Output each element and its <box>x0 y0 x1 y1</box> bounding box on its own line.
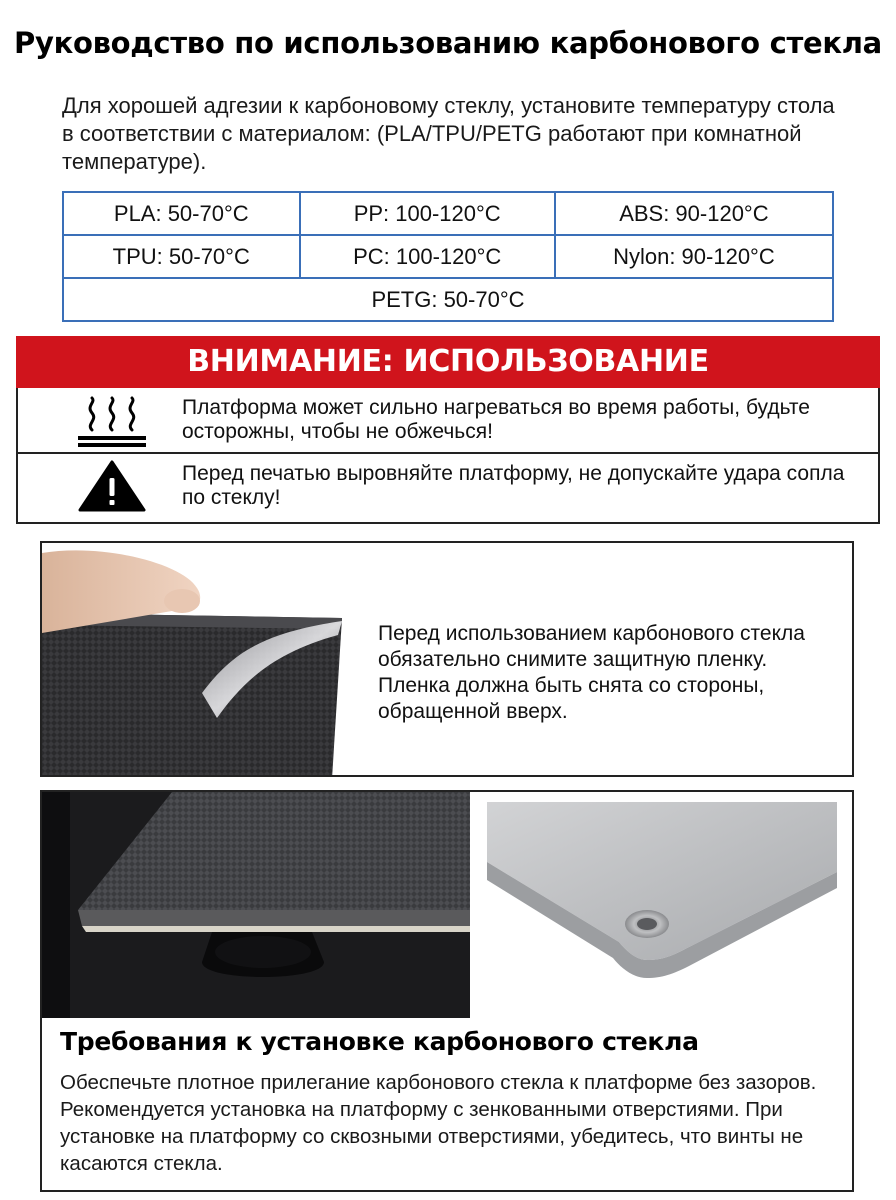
warning-item-level-platform <box>18 454 878 522</box>
film-removal-photo <box>42 543 352 777</box>
table-cell-pla: PLA: 50-70°C <box>63 192 300 235</box>
table-cell-pp: PP: 100-120°C <box>300 192 555 235</box>
table-cell-nylon: Nylon: 90-120°C <box>555 235 833 278</box>
table-cell-pc: PC: 100-120°C <box>300 235 555 278</box>
countersunk-hole-photo <box>487 802 837 1016</box>
warning-item-hot-surface <box>18 388 878 454</box>
installation-panel <box>40 790 854 1192</box>
table-cell-tpu: TPU: 50-70°C <box>63 235 300 278</box>
film-removal-panel <box>40 541 854 777</box>
table-row <box>63 192 833 235</box>
table-row <box>63 235 833 278</box>
warning-header: ВНИМАНИЕ: ИСПОЛЬЗОВАНИЕ <box>16 336 880 388</box>
table-cell-abs: ABS: 90-120°C <box>555 192 833 235</box>
page-title: Руководство по использованию карбонового стекла <box>14 26 882 60</box>
table-cell-petg: PETG: 50-70°C <box>63 278 833 321</box>
hot-surface-icon <box>74 396 150 448</box>
table-row <box>63 278 833 321</box>
warning-text: Платформа может сильно нагреваться во время работы, будьте осторожны, чтобы не обжечься! <box>182 396 810 443</box>
installed-glass-photo <box>42 792 470 1018</box>
install-text: Обеспечьте плотное прилегание карбонового стекла к платформе без зазоров. Рекомендуется установка на платформу с зенкованными отверстиями. При установке на платформу со сквозными отверстиями, убедитесь, что винты не касаются стекла. <box>60 1071 817 1175</box>
temperature-table <box>62 191 834 322</box>
warning-text: Перед печатью выровняйте платформу, не допускайте удара сопла по стеклу! <box>182 462 845 509</box>
intro-text: Для хорошей адгезии к карбоновому стеклу, установите температуру стола в соответствии с материалом: (PLA/TPU/PETG работают при комнатной температуре). <box>62 93 835 174</box>
install-title: Требования к установке карбонового стекла <box>60 1027 699 1056</box>
warning-box <box>16 388 880 524</box>
film-removal-text: Перед использованием карбонового стекла обязательно снимите защитную пленку. Пленка должна быть снята со стороны, обращенной вверх. <box>378 622 805 723</box>
warning-triangle-icon <box>74 460 150 512</box>
